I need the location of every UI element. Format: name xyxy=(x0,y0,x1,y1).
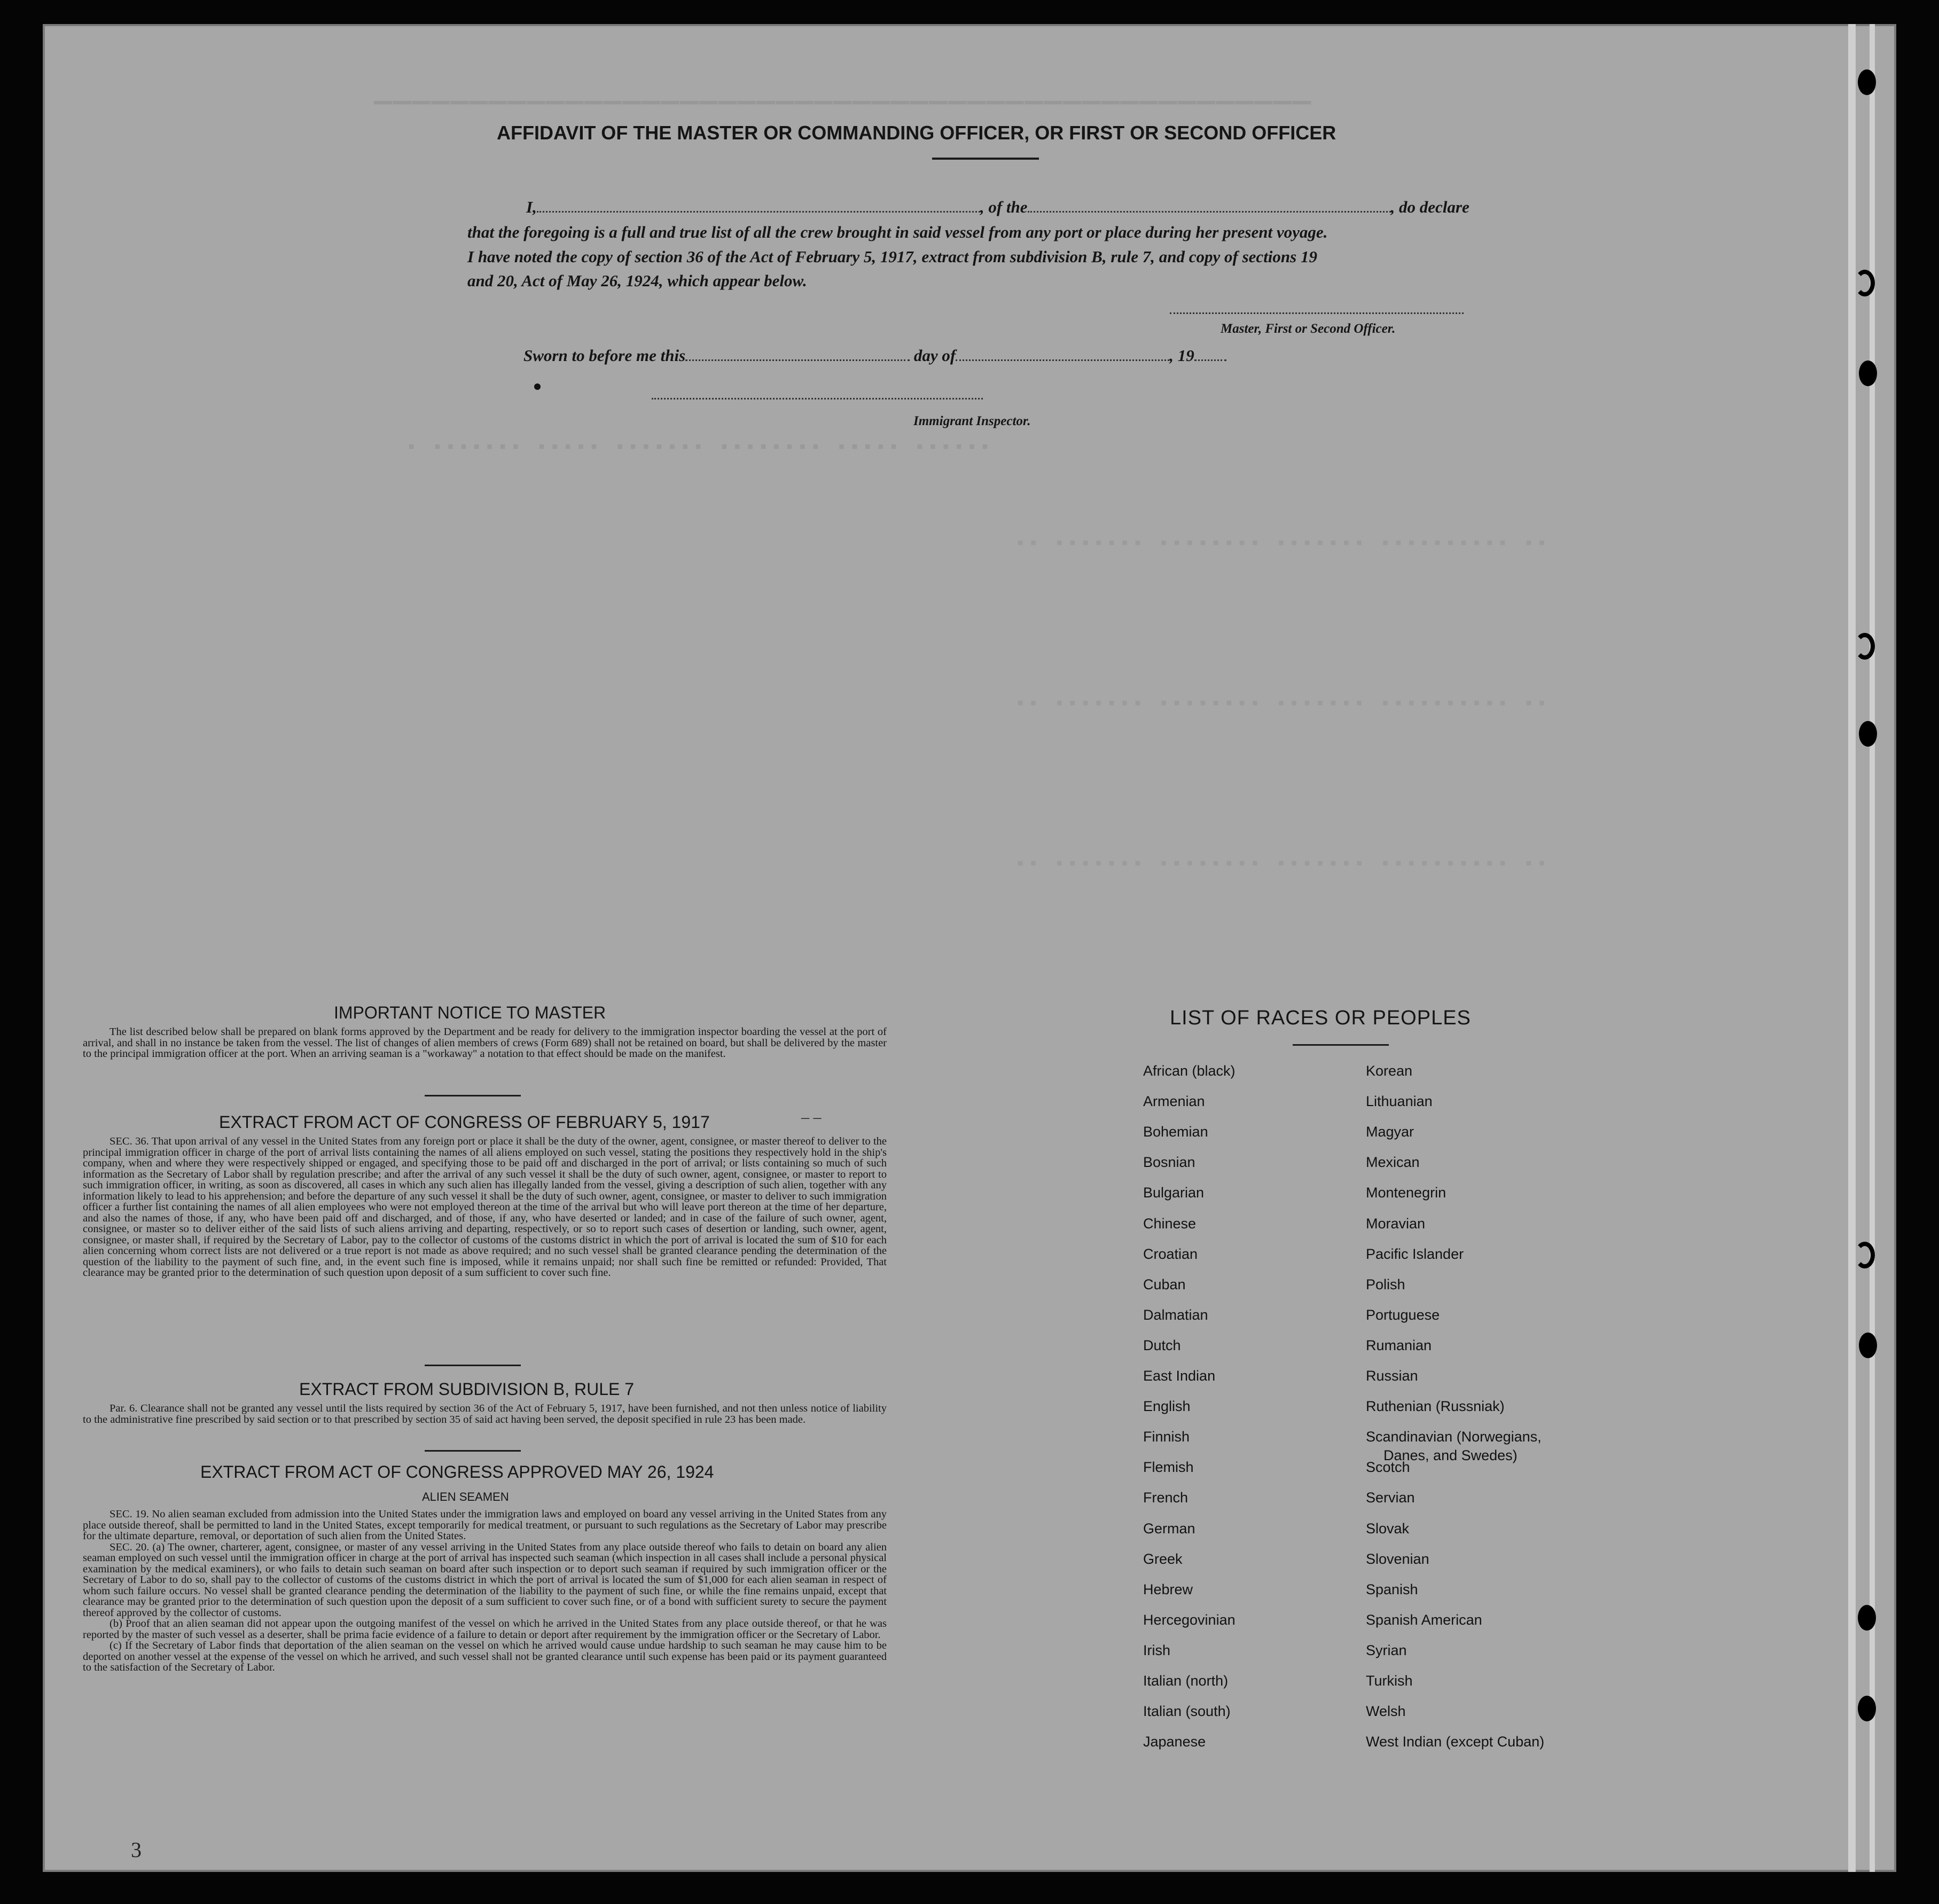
vessel-blank xyxy=(1028,211,1391,213)
race-item: Armenian xyxy=(1143,1093,1205,1109)
race-item: Croatian xyxy=(1143,1246,1198,1262)
race-item: West Indian (except Cuban) xyxy=(1366,1734,1545,1750)
year-blank xyxy=(1194,359,1226,361)
race-item: Scandinavian (Norwegians, xyxy=(1366,1429,1542,1445)
signature-line xyxy=(1170,312,1464,314)
page-edge xyxy=(1870,24,1875,1872)
name-blank xyxy=(537,211,980,213)
rule7-title: EXTRACT FROM SUBDIVISION B, RULE 7 xyxy=(299,1380,635,1399)
race-item: Hercegovinian xyxy=(1143,1612,1236,1628)
race-item: African (black) xyxy=(1143,1063,1236,1079)
race-item: English xyxy=(1143,1398,1191,1414)
race-item: Ruthenian (Russniak) xyxy=(1366,1398,1505,1414)
extract-1917-title: EXTRACT FROM ACT OF CONGRESS OF FEBRUARY 5, 1917 xyxy=(219,1112,710,1132)
race-item: French xyxy=(1143,1490,1189,1506)
binder-hole xyxy=(1855,1242,1875,1268)
race-item: German xyxy=(1143,1521,1195,1537)
extract-1924-text xyxy=(83,1509,887,1673)
race-item: Finnish xyxy=(1143,1429,1190,1445)
race-item: Rumanian xyxy=(1366,1337,1432,1353)
race-item: Mexican xyxy=(1366,1154,1420,1170)
race-item: Korean xyxy=(1366,1063,1413,1079)
sec36-paragraph: SEC. 36. That upon arrival of any vessel in the United States from any foreign port or place it shall be the duty of the owner, agent, consignee, or master thereof to deliver to the principal immigration officer in charge of the port of arrival lists containing the names of all aliens employed on such vessel, stating the positions they respectively hold in the ship's company, when and where they were respectively shipped or engaged, and specifying those to be paid off and discharged in the port of arrival; or lists containing so much of such information as the Secretary of Labor shall by regulation prescribe; and after the arrival of any such vessel it shall be the duty of such owner, agent, consignee, or master to report to such immigration officer, in writing, as soon as discovered, all cases in which any such alien has illegally landed from the vessel, giving a description of such alien, together with any information likely to lead to his apprehension; and before the departure of any such vessel it shall be the duty of such owner, agent, consignee, or master to deliver to such immigration officer a further list containing the names of all alien employees who were not employed thereon at the time of the arrival but who will leave port thereon at the time of her departure, and also the names of those, if any, who have been paid off and discharged, and of those, if any, who have deserted or landed; and in case of the failure of such owner, agent, consignee, or master so to deliver either of the said lists of such aliens arriving and departing, respectively, or so to report such cases of desertion or landing, such owner, agent, consignee, or master shall, if required by the Secretary of Labor, pay to the collector of customs of the customs district in which the port of arrival is located the sum of $10 for each alien concerning whom correct lists are not delivered or a true report is not made as above required; and no such vessel shall be granted clearance pending the determination of the question of the liability to the payment of such fine, and, in the event such fine is imposed, while it remains unpaid; nor shall such fine be remitted or refunded: Provided, That clearance may be granted prior to the determination of such question upon deposit of a sum sufficient to cover such fine. xyxy=(83,1135,887,1279)
race-item: Bosnian xyxy=(1143,1154,1195,1170)
bleed-through-rows: ▪ ▪▪▪▪▪▪▪ ▪▪▪▪▪ ▪▪▪▪▪▪▪ ▪▪▪▪▪▪▪▪ ▪▪▪▪▪ ▪▪▪▪▪▪ xyxy=(406,438,993,458)
binder-hole xyxy=(1858,1605,1876,1631)
month-blank xyxy=(956,359,1169,361)
section-rule xyxy=(425,1095,521,1096)
i-label: I, xyxy=(526,198,537,216)
affidavit-line3: I have noted the copy of section 36 of the Act of February 5, 1917, extract from subdivision B, rule 7, and copy of sections 19 xyxy=(467,247,1317,266)
extract-1924-title: EXTRACT FROM ACT OF CONGRESS APPROVED MAY 26, 1924 xyxy=(200,1462,714,1482)
race-item: East Indian xyxy=(1143,1368,1216,1384)
binder-hole xyxy=(1855,633,1875,660)
races-title: LIST OF RACES OR PEOPLES xyxy=(1170,1007,1471,1029)
race-item: Italian (north) xyxy=(1143,1673,1229,1689)
notice-text xyxy=(83,1027,887,1060)
extract-1917-text xyxy=(83,1136,887,1279)
race-item: Spanish xyxy=(1366,1581,1418,1597)
year-label: , 19 xyxy=(1169,346,1194,365)
affidavit-line2: that the foregoing is a full and true list of all the crew brought in said vessel from any port or place during her present voyage. xyxy=(467,223,1328,241)
race-item: Servian xyxy=(1366,1490,1415,1506)
race-item: Chinese xyxy=(1143,1216,1197,1232)
inspector-signature-line xyxy=(652,398,983,399)
races-rule xyxy=(1293,1044,1389,1046)
notice-title: IMPORTANT NOTICE TO MASTER xyxy=(334,1003,606,1022)
binder-hole xyxy=(1859,1333,1877,1358)
race-item: Portuguese xyxy=(1366,1307,1440,1323)
race-item: Cuban xyxy=(1143,1276,1186,1292)
rule7-text xyxy=(83,1403,887,1425)
sec20b-paragraph: (b) Proof that an alien seaman did not appear upon the outgoing manifest of the vessel on which he arrived in the United States from any place outside thereof, or that he was reported by the master of such vessel as a deserter, shall be prima facie evidence of a failure to detain or deport after requirement by the immigration officer or the Secretary of Labor. xyxy=(83,1618,887,1641)
race-item: Japanese xyxy=(1143,1734,1206,1750)
affidavit-title: AFFIDAVIT OF THE MASTER OR COMMANDING OFFICER, OR FIRST OR SECOND OFFICER xyxy=(497,122,1336,144)
section-rule xyxy=(425,1365,521,1366)
binder-hole xyxy=(1858,1696,1876,1721)
race-item: Polish xyxy=(1366,1276,1405,1292)
race-item: Magyar xyxy=(1366,1124,1414,1140)
binder-hole xyxy=(1855,270,1875,296)
race-item: Slovak xyxy=(1366,1521,1410,1537)
sec20a-paragraph: SEC. 20. (a) The owner, charterer, agent, consignee, or master of any vessel arriving in the United States from any place outside thereof who fails to detain on board any alien seaman employed on such vessel until the immigration officer in charge at the port of arrival has inspected such seaman (which inspection in all cases shall include a personal physical examination by the medical examiners), or who fails to detain such seaman on board after such inspection or to deport such seaman if required by such immigration officer or the Secretary of Labor to do so, shall pay to the collector of customs of the customs district in which the port of arrival is located the sum of $1,000 for each alien seaman in respect of whom such failure occurs. No vessel shall be granted clearance pending the determination of the liability to the payment of such fine, or while the fine remains unpaid, except that clearance may be granted prior to the determination of such question upon the deposit of a sum sufficient to cover such fine, or of a bond with sufficient surety to secure the payment thereof approved by the collector of customs. xyxy=(83,1541,887,1619)
bleed-through-header: ▔▔▔▔▔▔▔▔▔▔▔▔▔▔▔▔▔▔▔▔▔▔▔▔▔▔▔▔▔▔▔▔▔▔▔▔▔▔▔▔▔▔▔▔▔▔▔▔▔ xyxy=(374,102,1312,128)
race-item: Russian xyxy=(1366,1368,1418,1384)
race-item: Dalmatian xyxy=(1143,1307,1208,1323)
declare-label: , do declare xyxy=(1390,198,1469,216)
bleed-through-rows: ▪▪ ▪▪▪▪▪▪▪ ▪▪▪▪▪▪▪▪ ▪▪▪▪▪▪▪ ▪▪▪▪▪▪▪▪▪▪ ▪▪ xyxy=(1015,855,1550,875)
binder-hole xyxy=(1859,361,1877,386)
section-rule xyxy=(425,1450,521,1452)
sec19-paragraph: SEC. 19. No alien seaman excluded from admission into the United States under the immigration laws and employed on board any vessel arriving in the United States from any place outside thereof, shall be permitted to land in the United States, except temporarily for medical treatment, or pursuant to such regulations as the Secretary of Labor may prescribe for the ultimate departure, removal, or deportation of such alien from the United States. xyxy=(83,1508,887,1542)
ink-dot xyxy=(534,383,541,390)
ink-dash: – – xyxy=(801,1108,822,1126)
race-item: Irish xyxy=(1143,1642,1171,1658)
race-item: Scotch xyxy=(1366,1459,1410,1475)
race-item: Lithuanian xyxy=(1366,1093,1433,1109)
sworn-label: Sworn to before me this xyxy=(523,346,686,365)
master-label: Master, First or Second Officer. xyxy=(1221,322,1396,336)
race-item: Spanish American xyxy=(1366,1612,1482,1628)
sec20c-paragraph: (c) If the Secretary of Labor finds that deportation of the alien seaman on the vessel on which he arrived would cause undue hardship to such seaman he may cause him to be deported on another vessel at the expense of the vessel on which he arrived, and such vessel shall not be granted clearance until such expense has been paid or its payment guaranteed to the satisfaction of the Secretary of Labor. xyxy=(83,1640,887,1673)
affidavit-line1 xyxy=(526,198,1469,217)
sworn-line xyxy=(523,346,1226,365)
day-of-label: day of xyxy=(913,346,956,365)
title-rule xyxy=(932,158,1039,160)
race-scandinavian-cont: Danes, and Swedes) xyxy=(1383,1447,1518,1463)
bleed-through-rows: ▪▪ ▪▪▪▪▪▪▪ ▪▪▪▪▪▪▪▪ ▪▪▪▪▪▪▪ ▪▪▪▪▪▪▪▪▪▪ ▪▪ xyxy=(1015,534,1550,554)
binder-hole xyxy=(1859,721,1877,747)
race-item: Montenegrin xyxy=(1366,1185,1447,1201)
notice-paragraph: The list described below shall be prepared on blank forms approved by the Department and be ready for delivery to the immigration inspector boarding the vessel at the port of arrival, and shall in no instance be taken from the vessel. The list of changes of alien members of crews (Form 689) shall not be retained on board, but shall be delivered by the master to the principal immigration officer at the port. When an arriving seaman is a "workaway" a notation to that effect should be made on the manifest. xyxy=(83,1026,887,1060)
rule7-paragraph: Par. 6. Clearance shall not be granted any vessel until the lists required by section 36 of the Act of February 5, 1917, have been furnished, and not then unless notice of liability to the administrative fine prescribed by said section or to that prescribed by section 35 of said act having been served, the deposit specified in rule 23 has been made. xyxy=(83,1402,887,1425)
race-item: Flemish xyxy=(1143,1459,1194,1475)
page-edge xyxy=(1848,24,1856,1872)
race-item: Bohemian xyxy=(1143,1124,1208,1140)
of-the-label: , of the xyxy=(980,198,1028,216)
race-item: Slovenian xyxy=(1366,1551,1429,1567)
day-blank xyxy=(685,359,910,361)
affidavit-line4: and 20, Act of May 26, 1924, which appear below. xyxy=(467,271,807,290)
bleed-through-rows: ▪▪ ▪▪▪▪▪▪▪ ▪▪▪▪▪▪▪▪ ▪▪▪▪▪▪▪ ▪▪▪▪▪▪▪▪▪▪ ▪▪ xyxy=(1015,694,1550,715)
race-item: Hebrew xyxy=(1143,1581,1193,1597)
race-item: Greek xyxy=(1143,1551,1183,1567)
binder-hole xyxy=(1858,69,1876,95)
margin-mark: 3 xyxy=(131,1838,142,1862)
race-item: Syrian xyxy=(1366,1642,1407,1658)
race-item: Welsh xyxy=(1366,1703,1406,1719)
race-item: Moravian xyxy=(1366,1216,1426,1232)
race-item: Pacific Islander xyxy=(1366,1246,1464,1262)
race-item: Dutch xyxy=(1143,1337,1181,1353)
alien-seamen-subtitle: ALIEN SEAMEN xyxy=(422,1490,509,1503)
race-item: Italian (south) xyxy=(1143,1703,1231,1719)
race-item: Turkish xyxy=(1366,1673,1413,1689)
inspector-label: Immigrant Inspector. xyxy=(913,414,1031,428)
race-item: Bulgarian xyxy=(1143,1185,1205,1201)
